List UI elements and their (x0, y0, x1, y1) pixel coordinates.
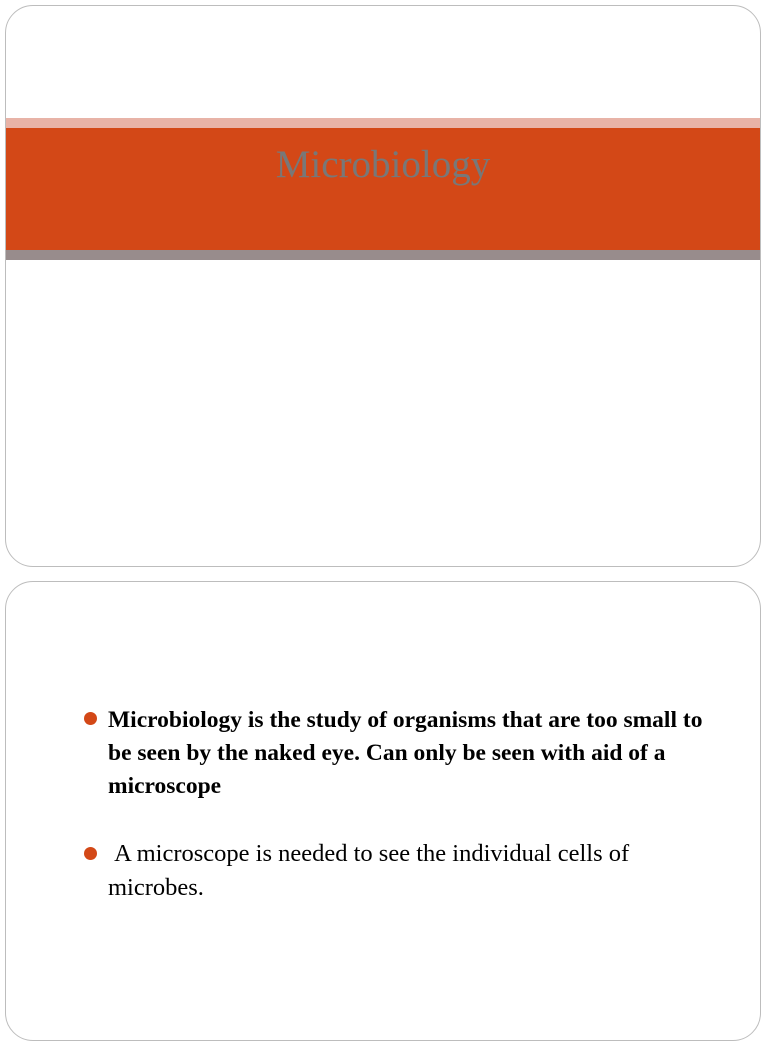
bullet-text: A microscope is needed to see the individual cells of microbes. (108, 840, 636, 901)
bullet-dot-icon (84, 847, 97, 860)
bullet-item (84, 837, 724, 905)
bullet-item (84, 704, 724, 803)
bullet-list (84, 704, 724, 905)
title-band-bottom-stripe (6, 250, 760, 260)
bullet-dot-icon (84, 712, 97, 725)
title-slide (5, 5, 761, 567)
slide-title: Microbiology (275, 143, 491, 186)
title-band-top-stripe (6, 118, 760, 128)
bullet-text: Microbiology is the study of organisms that are too small to be seen by the naked eye. Can only be seen with aid of a microscope (108, 707, 703, 799)
content-slide (5, 581, 761, 1041)
